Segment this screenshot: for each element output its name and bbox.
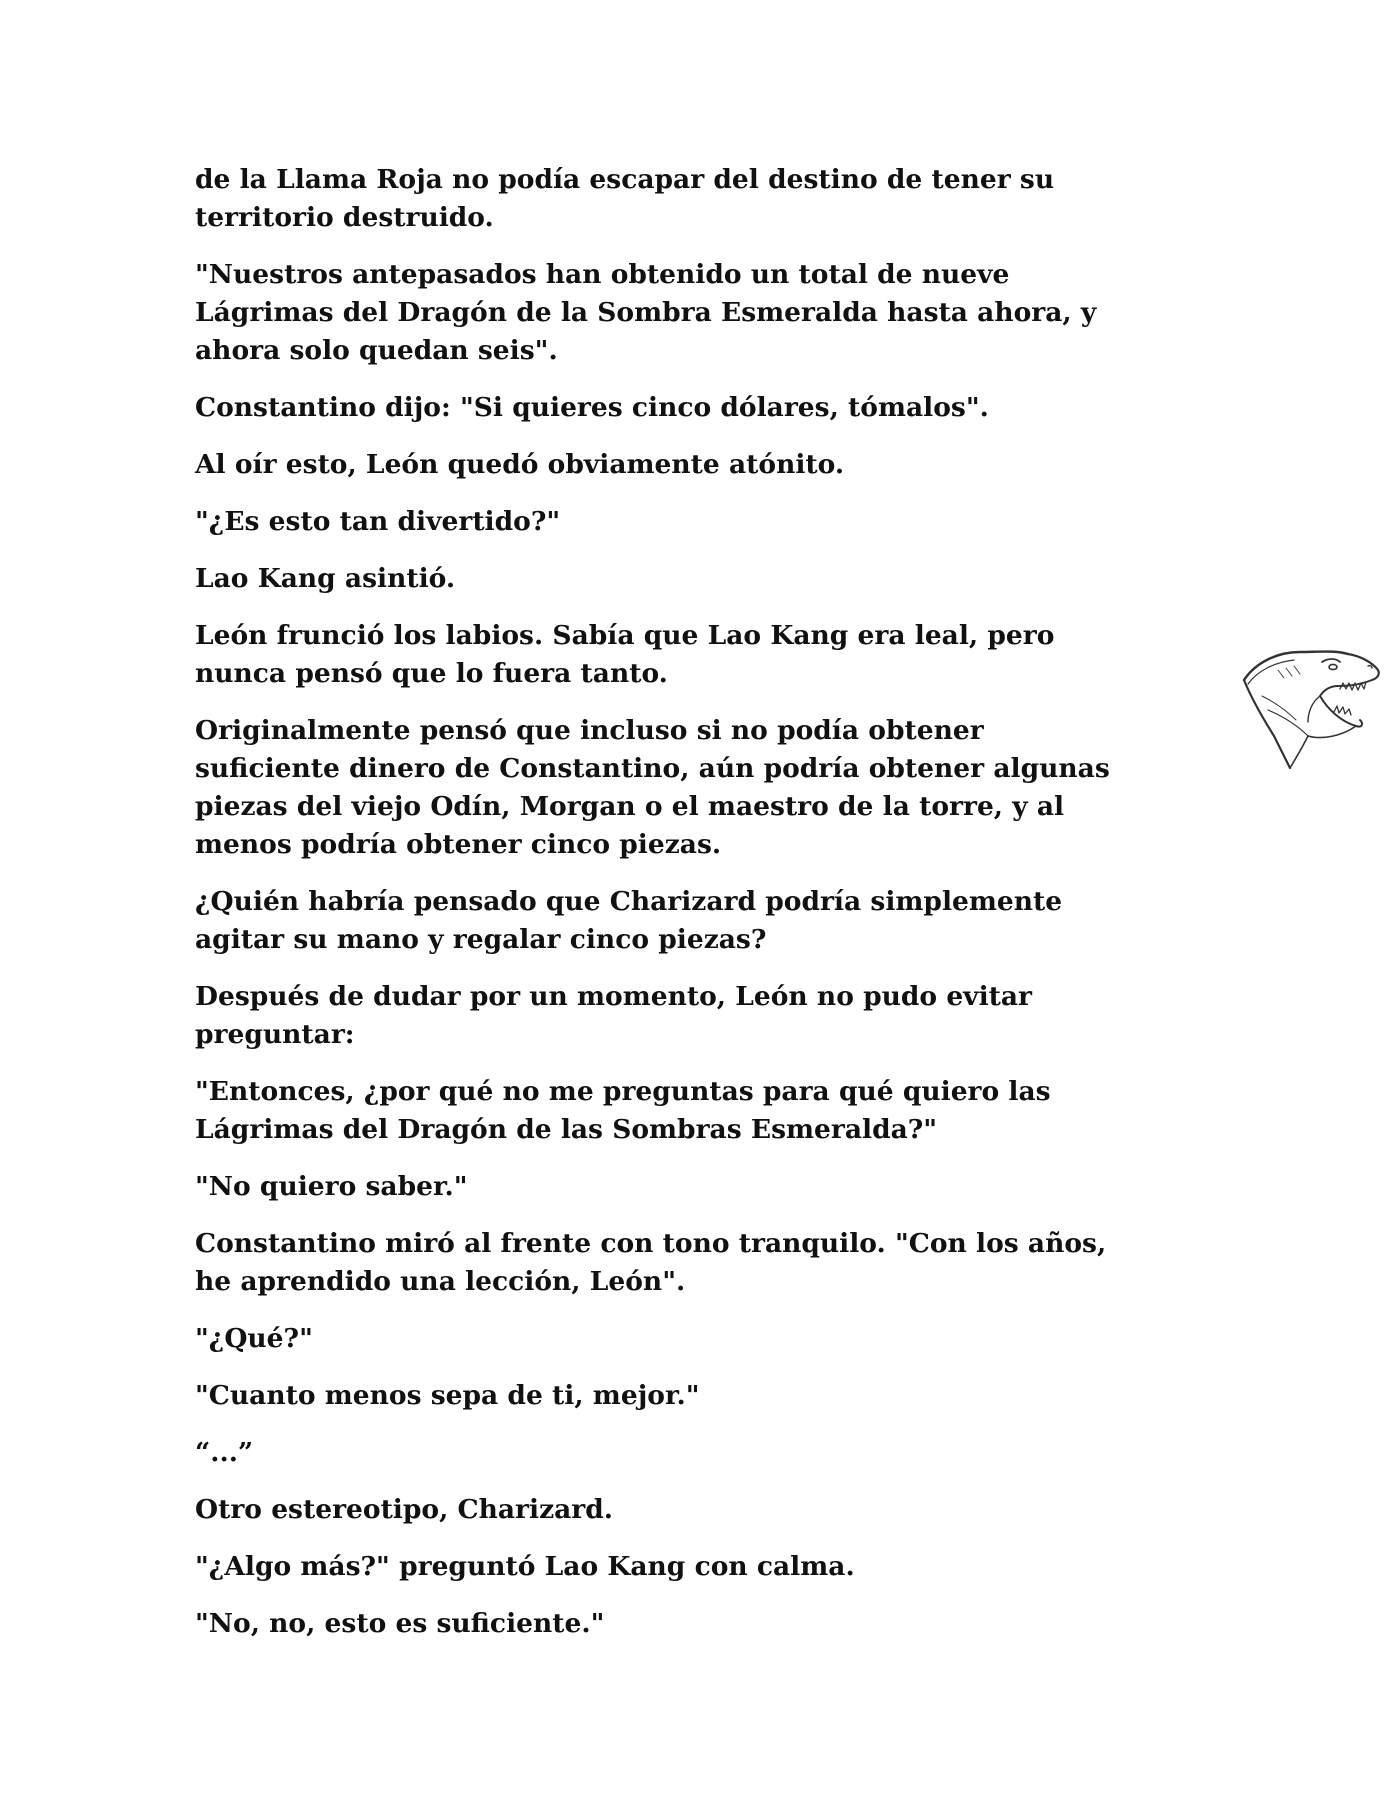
paragraph: Constantino miró al frente con tono tranquilo. "Con los años, he aprendido una lección, León". xyxy=(195,1228,1107,1297)
paragraph: "¿Es esto tan divertido?" xyxy=(195,506,561,537)
paragraph: Otro estereotipo, Charizard. xyxy=(195,1494,614,1525)
paragraph: Lao Kang asintió. xyxy=(195,563,456,594)
paragraph: Originalmente pensó que incluso si no podía obtener suficiente dinero de Constantino, aún podría obtener algunas piezas del viejo Odín, Morgan o el maestro de la torre, y al menos podría obtener cinco piezas. xyxy=(195,715,1110,860)
paragraph: "No quiero saber." xyxy=(195,1171,468,1202)
dinosaur-head-sketch-icon xyxy=(1238,640,1382,772)
paragraph: Después de dudar por un momento, León no pudo evitar preguntar: xyxy=(195,981,1033,1050)
paragraph: "Nuestros antepasados han obtenido un total de nueve Lágrimas del Dragón de la Sombra Esmeralda hasta ahora, y ahora solo quedan seis". xyxy=(195,259,1097,366)
paragraph: León frunció los labios. Sabía que Lao Kang era leal, pero nunca pensó que lo fuera tanto. xyxy=(195,620,1055,689)
paragraph: "Entonces, ¿por qué no me preguntas para qué quiero las Lágrimas del Dragón de las Sombras Esmeralda?" xyxy=(195,1076,1051,1145)
paragraph: ¿Quién habría pensado que Charizard podría simplemente agitar su mano y regalar cinco piezas? xyxy=(195,886,1063,955)
paragraph: "¿Qué?" xyxy=(195,1323,313,1354)
paragraph: "No, no, esto es suficiente." xyxy=(195,1608,605,1639)
paragraph: “...” xyxy=(195,1437,254,1468)
text-body xyxy=(195,161,1205,1662)
paragraph: "Cuanto menos sepa de ti, mejor." xyxy=(195,1380,700,1411)
paragraph: Constantino dijo: "Si quieres cinco dólares, tómalos". xyxy=(195,392,989,423)
paragraph: Al oír esto, León quedó obviamente atónito. xyxy=(195,449,845,480)
paragraph: "¿Algo más?" preguntó Lao Kang con calma. xyxy=(195,1551,855,1582)
paragraph: de la Llama Roja no podía escapar del destino de tener su territorio destruido. xyxy=(195,164,1055,233)
